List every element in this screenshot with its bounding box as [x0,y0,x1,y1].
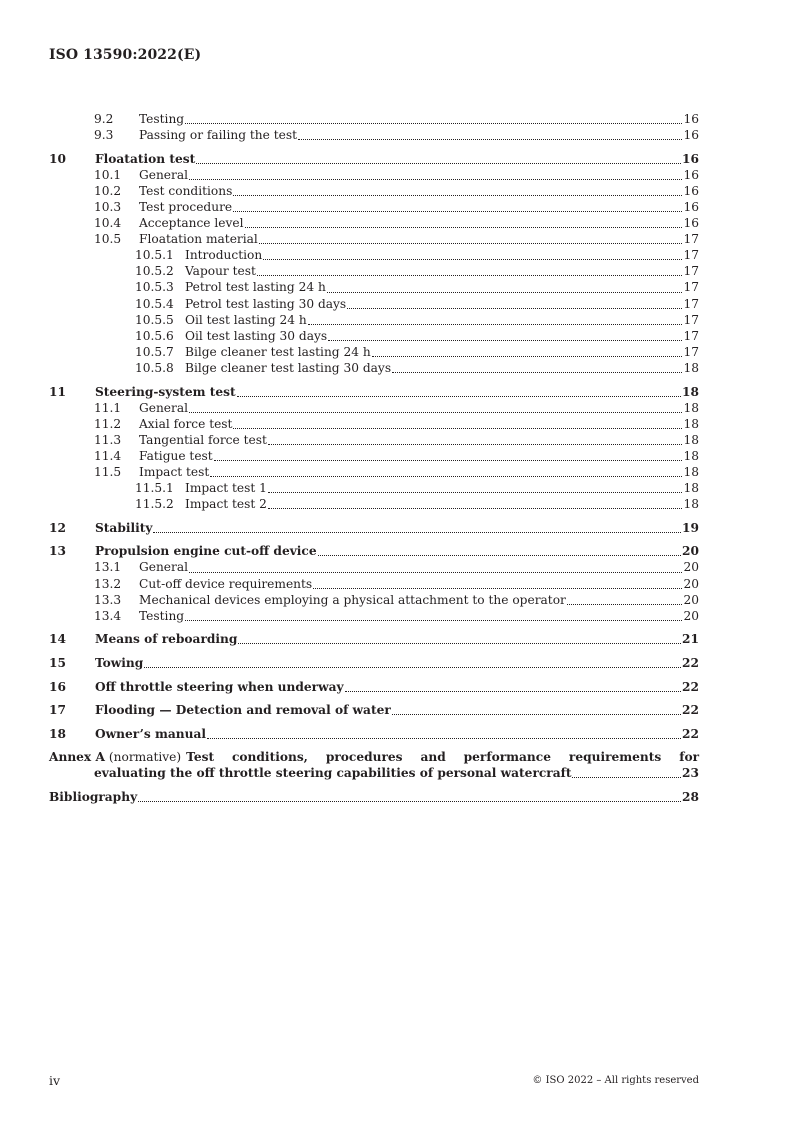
toc-entry-title: Oil test lasting 30 days [185,328,328,343]
toc-entry-number: 13.1 [94,560,122,575]
toc-entry-page: 22 [682,726,699,741]
annex-title-line1: Test conditions, procedures and performance requirements for [186,750,699,765]
toc-entry-title: Mechanical devices employing a physical attachment to the operator [139,592,566,607]
toc-entry-page: 18 [683,497,699,512]
toc-entry-page: 18 [683,400,699,415]
dot-leader [263,258,682,260]
toc-entry-page: 22 [682,703,699,718]
toc-entry-number: 10.5.2 [135,264,174,279]
page-number: iv [49,1073,61,1088]
toc-entry-title: Oil test lasting 24 h [185,312,307,327]
toc-entry-number: 13.4 [94,608,122,623]
toc-entry-page: 20 [683,560,699,575]
dot-leader [189,571,682,573]
toc-entry-number: 11.2 [94,416,122,431]
toc-entry[interactable] [49,576,699,592]
dot-leader [259,242,682,244]
toc-entry-title: Bilge cleaner test lasting 30 days [185,360,392,375]
toc-entry[interactable] [49,167,699,183]
toc-entry[interactable] [49,151,699,167]
toc-entry[interactable] [49,543,699,559]
toc-entry-title: Owner’s manual [95,726,206,741]
toc-entry-number: 11.5.1 [135,481,174,496]
dot-leader [196,162,681,164]
dot-leader [313,587,682,589]
toc-entry[interactable] [49,279,699,295]
toc-entry-number: 10.1 [94,167,122,182]
toc-entry-title: Test procedure [139,199,233,214]
toc-entry-page: 21 [682,632,699,647]
toc-entry-number: 10.5.4 [135,296,174,311]
toc-entry-number: 16 [49,679,66,694]
toc-entry-title: Stability [95,520,153,535]
document-id: ISO 13590:2022(E) [49,47,202,63]
dot-leader [238,642,681,644]
toc-entry[interactable] [49,384,699,400]
copyright-notice: © ISO 2022 – All rights reserved [532,1075,699,1086]
dot-leader [392,713,681,715]
toc-entry-number: 13 [49,544,66,559]
toc-entry-title: Tangential force test [139,432,267,447]
toc-entry[interactable] [49,679,699,695]
toc-entry-title: Towing [95,655,144,670]
toc-entry[interactable] [49,655,699,671]
toc-entry-number: 15 [49,655,66,670]
toc-entry-number: 13.3 [94,592,122,607]
toc-entry-title: Steering-system test [95,384,236,399]
toc-entry[interactable] [49,496,699,512]
toc-entry[interactable] [49,416,699,432]
toc-entry-title: Introduction [185,248,263,263]
dot-leader [308,323,682,325]
toc-entry-page: 17 [683,344,699,359]
toc-entry[interactable] [49,215,699,231]
toc-entry-page: 22 [682,679,699,694]
dot-leader [298,138,682,140]
toc-entry-page: 17 [683,248,699,263]
table-of-contents [49,111,699,805]
toc-entry-title: Bilge cleaner test lasting 24 h [185,344,371,359]
toc-entry-title: Petrol test lasting 30 days [185,296,347,311]
dot-leader [233,210,682,212]
toc-entry-title: Impact test 1 [185,481,267,496]
toc-entry-title: Floatation material [139,232,258,247]
toc-entry-title: Acceptance level [139,216,244,231]
toc-entry-title: Flooding — Detection and removal of water [95,703,391,718]
toc-entry-title: Propulsion engine cut-off device [95,544,317,559]
dot-leader [185,122,682,124]
toc-entry[interactable] [49,631,699,647]
dot-leader [189,411,682,413]
toc-entry-number: 10.5.5 [135,312,174,327]
toc-entry-number: 10 [49,151,66,166]
toc-entry[interactable] [49,432,699,448]
toc-entry-number: 9.2 [94,112,114,126]
dot-leader [144,666,681,668]
toc-entry-number: 11.5.2 [135,497,174,512]
toc-entry-number: 11.3 [94,432,122,447]
toc-entry[interactable] [49,400,699,416]
toc-entry[interactable] [49,199,699,215]
toc-entry-title: Testing [139,112,185,126]
toc-entry-page: 20 [683,592,699,607]
toc-entry[interactable] [49,702,699,718]
dot-leader [328,339,682,341]
dot-leader [345,690,681,692]
toc-entry[interactable] [49,448,699,464]
dot-leader [207,737,681,739]
dot-leader [268,507,682,509]
toc-entry-page: 16 [683,112,699,126]
toc-entry-page: 20 [683,608,699,623]
toc-entry-number: 11 [49,384,66,399]
dot-leader [210,475,682,477]
toc-entry-page: 19 [682,520,699,535]
toc-entry-number: 13.2 [94,576,122,591]
dot-leader [318,554,681,556]
dot-leader [233,194,682,196]
toc-entry-page: 16 [683,199,699,214]
toc-entry[interactable] [49,520,699,536]
toc-entry-number: 9.3 [94,128,114,143]
toc-entry-title: Petrol test lasting 24 h [185,280,326,295]
dot-leader [245,226,683,228]
toc-entry-number: 11.5 [94,464,122,479]
toc-entry-title: General [139,400,188,415]
toc-entry-title: Off throttle steering when underway [95,679,344,694]
toc-entry[interactable] [49,127,699,143]
toc-entry-number: 10.5.7 [135,344,174,359]
toc-entry-number: 10.4 [94,216,122,231]
toc-entry[interactable] [49,344,699,360]
toc-entry-page: 17 [683,264,699,279]
dot-leader [347,307,682,309]
toc-entry[interactable] [49,608,699,624]
toc-entry-page: 18 [683,448,699,463]
toc-entry-number: 17 [49,703,66,718]
toc-entry-number: 10.5.6 [135,328,174,343]
annex-title-line2: evaluating the off throttle steering capabilities of personal watercraft [94,766,572,781]
toc-entry-title: Test conditions [139,183,233,198]
toc-entry[interactable] [49,183,699,199]
toc-entry-title: Impact test 2 [185,497,267,512]
toc-entry-number: 10.5 [94,232,122,247]
toc-entry-page: 18 [683,416,699,431]
toc-entry-page: 18 [683,432,699,447]
toc-entry[interactable] [49,312,699,328]
toc-entry-title: Vapour test [185,264,256,279]
toc-entry-page: 18 [682,384,699,399]
toc-entry[interactable] [49,464,699,480]
toc-entry[interactable] [49,726,699,742]
toc-entry-number: 18 [49,726,66,741]
annex-label: Annex A [49,750,105,765]
toc-entry-title: Testing [139,608,185,623]
dot-leader [327,291,682,293]
dot-leader [572,776,681,778]
toc-entry-page: 22 [682,655,699,670]
dot-leader [233,427,682,429]
dot-leader [268,443,682,445]
toc-entry[interactable] [49,231,699,247]
toc-entry-title: Axial force test [139,416,233,431]
toc-entry-title: Means of reboarding [95,632,238,647]
toc-entry-number: 14 [49,632,66,647]
annex-type: (normative) [108,750,182,765]
dot-leader [392,371,682,373]
toc-entry-number: 11.4 [94,448,122,463]
toc-entries [49,111,699,742]
dot-leader [153,531,681,533]
toc-entry-title: General [139,560,188,575]
dot-leader [138,800,681,802]
toc-entry[interactable] [49,328,699,344]
toc-entry-number: 10.5.3 [135,280,174,295]
toc-entry-page: 16 [683,216,699,231]
toc-entry-title: Passing or failing the test [139,128,297,143]
toc-entry-title: Impact test [139,464,210,479]
toc-entry[interactable] [49,480,699,496]
bibliography-title: Bibliography [49,789,138,804]
toc-entry-annex-a[interactable] [49,749,699,781]
toc-entry-title: Fatigue test [139,448,213,463]
toc-entry[interactable] [49,247,699,263]
toc-entry-page: 18 [683,360,699,375]
toc-entry-page: 16 [682,151,699,166]
toc-entry-title: Cut-off device requirements [139,576,313,591]
toc-entry-page: 17 [683,328,699,343]
toc-entry-number: 10.5.1 [135,248,174,263]
dot-leader [268,491,682,493]
toc-entry-title: General [139,167,188,182]
dot-leader [372,355,682,357]
annex-page: 23 [682,766,699,781]
toc-entry-page: 18 [683,481,699,496]
toc-entry-number: 10.3 [94,199,122,214]
toc-entry-number: 11.1 [94,400,122,415]
bibliography-page: 28 [682,789,699,804]
dot-leader [214,459,682,461]
toc-entry-page: 20 [683,576,699,591]
toc-entry-page: 16 [683,167,699,182]
toc-entry-title: Floatation test [95,151,196,166]
toc-entry-page: 16 [683,183,699,198]
dot-leader [189,178,682,180]
toc-entry-bibliography[interactable] [49,789,699,805]
toc-entry-page: 20 [682,544,699,559]
toc-entry-page: 17 [683,232,699,247]
toc-entry-page: 16 [683,128,699,143]
toc-entry-page: 17 [683,280,699,295]
toc-entry[interactable] [49,592,699,608]
toc-entry-number: 10.2 [94,183,122,198]
toc-entry[interactable] [49,559,699,575]
toc-entry[interactable] [49,111,699,127]
toc-entry[interactable] [49,296,699,312]
toc-entry-page: 17 [683,296,699,311]
toc-entry[interactable] [49,263,699,279]
dot-leader [257,274,682,276]
dot-leader [237,395,681,397]
toc-entry-page: 17 [683,312,699,327]
dot-leader [567,603,682,605]
toc-entry-number: 12 [49,520,66,535]
toc-entry-page: 18 [683,464,699,479]
dot-leader [185,619,682,621]
toc-entry-number: 10.5.8 [135,360,174,375]
toc-entry[interactable] [49,360,699,376]
